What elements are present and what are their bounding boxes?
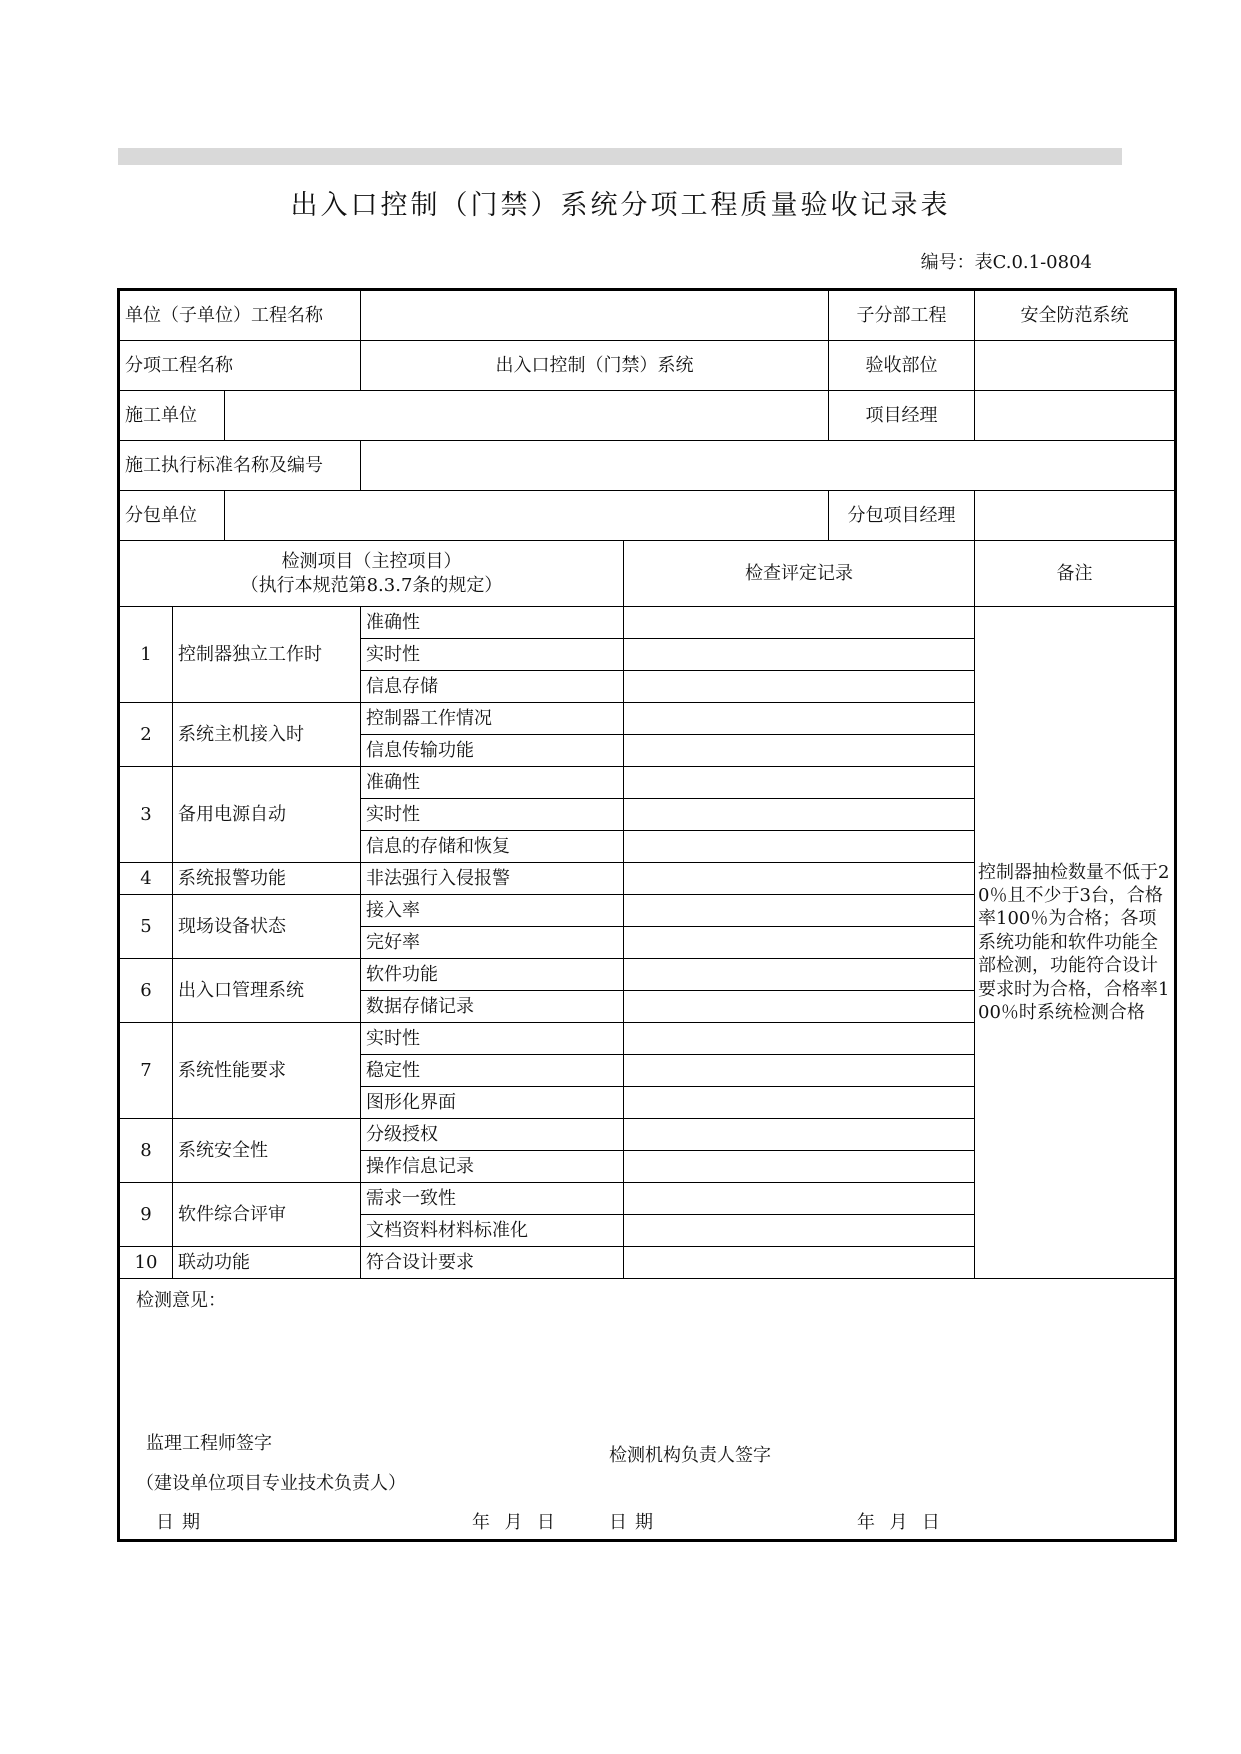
opinion-label: 检测意见： [136,1290,226,1311]
inspect-item: 分级授权 [361,1119,624,1151]
record-cell[interactable] [624,863,975,895]
group-name: 现场设备状态 [173,895,361,959]
record-cell[interactable] [624,959,975,991]
record-cell[interactable] [624,671,975,703]
group-name: 软件综合评审 [173,1183,361,1247]
construction-unit-value[interactable] [225,391,829,441]
record-cell[interactable] [624,639,975,671]
remark-note: 控制器抽检数量不低于20％且不少于3台，合格率100％为合格；各项系统功能和软件功能全部检测，功能符合设计要求时为合格，合格率100％时系统检测合格 [975,607,1176,1279]
record-cell[interactable] [624,1247,975,1279]
agency-date-label: 日期 [609,1512,661,1533]
group-name: 联动功能 [173,1247,361,1279]
group-name: 备用电源自动 [173,767,361,863]
record-cell[interactable] [624,607,975,639]
acceptance-part-label: 验收部位 [829,341,975,391]
inspect-item: 操作信息记录 [361,1151,624,1183]
inspect-item: 需求一致性 [361,1183,624,1215]
inspect-item: 控制器工作情况 [361,703,624,735]
inspect-item: 准确性 [361,767,624,799]
inspect-item: 稳定性 [361,1055,624,1087]
inspect-item: 信息的存储和恢复 [361,831,624,863]
group-name: 系统报警功能 [173,863,361,895]
record-cell[interactable] [624,927,975,959]
record-cell[interactable] [624,799,975,831]
sub-division-value[interactable]: 安全防范系统 [975,290,1176,341]
inspect-item: 实时性 [361,799,624,831]
group-number: 9 [119,1183,173,1247]
agency-date-ymd: 年 月 日 [857,1512,941,1533]
record-cell[interactable] [624,735,975,767]
inspect-item: 文档资料材料标准化 [361,1215,624,1247]
group-name: 出入口管理系统 [173,959,361,1023]
inspect-item: 图形化界面 [361,1087,624,1119]
group-number: 6 [119,959,173,1023]
inspect-item: 软件功能 [361,959,624,991]
inspect-item: 实时性 [361,639,624,671]
standard-value[interactable] [361,441,1176,491]
project-manager-label: 项目经理 [829,391,975,441]
unit-project-label: 单位（子单位）工程名称 [119,290,361,341]
remark-header: 备注 [975,541,1176,607]
group-number: 1 [119,607,173,703]
agency-sign-label: 检测机构负责人签字 [609,1445,771,1466]
record-cell[interactable] [624,1087,975,1119]
record-cell[interactable] [624,991,975,1023]
opinion-section[interactable] [119,1279,1176,1541]
group-number: 4 [119,863,173,895]
top-gray-bar [118,148,1122,165]
record-header: 检查评定记录 [624,541,975,607]
subcontract-unit-value[interactable] [225,491,829,541]
supervisor-date-ymd: 年 月 日 [472,1512,556,1533]
record-cell[interactable] [624,831,975,863]
item-project-label: 分项工程名称 [119,341,361,391]
subcontract-manager-value[interactable] [975,491,1176,541]
group-name: 系统主机接入时 [173,703,361,767]
inspect-item: 非法强行入侵报警 [361,863,624,895]
owner-tech-label: （建设单位项目专业技术负责人） [136,1473,406,1494]
record-cell[interactable] [624,1023,975,1055]
inspect-item-header [119,541,624,607]
acceptance-record-table [117,288,1177,1542]
group-number: 10 [119,1247,173,1279]
group-name: 控制器独立工作时 [173,607,361,703]
inspect-item-header-line1: 检测项目（主控项目） [281,551,462,573]
record-cell[interactable] [624,1183,975,1215]
group-name: 系统安全性 [173,1119,361,1183]
group-name: 系统性能要求 [173,1023,361,1119]
group-number: 5 [119,895,173,959]
page-title: 出入口控制（门禁）系统分项工程质量验收记录表 [290,190,951,221]
record-cell[interactable] [624,895,975,927]
record-cell[interactable] [624,1215,975,1247]
project-manager-value[interactable] [975,391,1176,441]
record-cell[interactable] [624,1119,975,1151]
form-code: 编号：表C.0.1-0804 [920,252,1092,273]
record-cell[interactable] [624,1151,975,1183]
inspect-item: 准确性 [361,607,624,639]
inspect-item: 信息传输功能 [361,735,624,767]
item-project-value[interactable]: 出入口控制（门禁）系统 [361,341,829,391]
subcontract-manager-label: 分包项目经理 [829,491,975,541]
group-number: 8 [119,1119,173,1183]
inspect-item: 接入率 [361,895,624,927]
group-number: 2 [119,703,173,767]
inspect-item: 数据存储记录 [361,991,624,1023]
inspect-item: 信息存储 [361,671,624,703]
sub-division-label: 子分部工程 [829,290,975,341]
record-cell[interactable] [624,767,975,799]
supervisor-sign-label: 监理工程师签字 [146,1433,272,1454]
inspection-row [119,607,1176,639]
group-number: 7 [119,1023,173,1119]
subcontract-unit-label: 分包单位 [119,491,225,541]
standard-label: 施工执行标准名称及编号 [119,441,361,491]
record-cell[interactable] [624,703,975,735]
record-cell[interactable] [624,1055,975,1087]
inspect-item: 符合设计要求 [361,1247,624,1279]
inspect-item: 实时性 [361,1023,624,1055]
inspect-item: 完好率 [361,927,624,959]
supervisor-date-label: 日期 [156,1512,208,1533]
inspect-item-header-line2: （执行本规范第8.3.7条的规定） [240,574,503,596]
unit-project-value[interactable] [361,290,829,341]
group-number: 3 [119,767,173,863]
construction-unit-label: 施工单位 [119,391,225,441]
acceptance-part-value[interactable] [975,341,1176,391]
